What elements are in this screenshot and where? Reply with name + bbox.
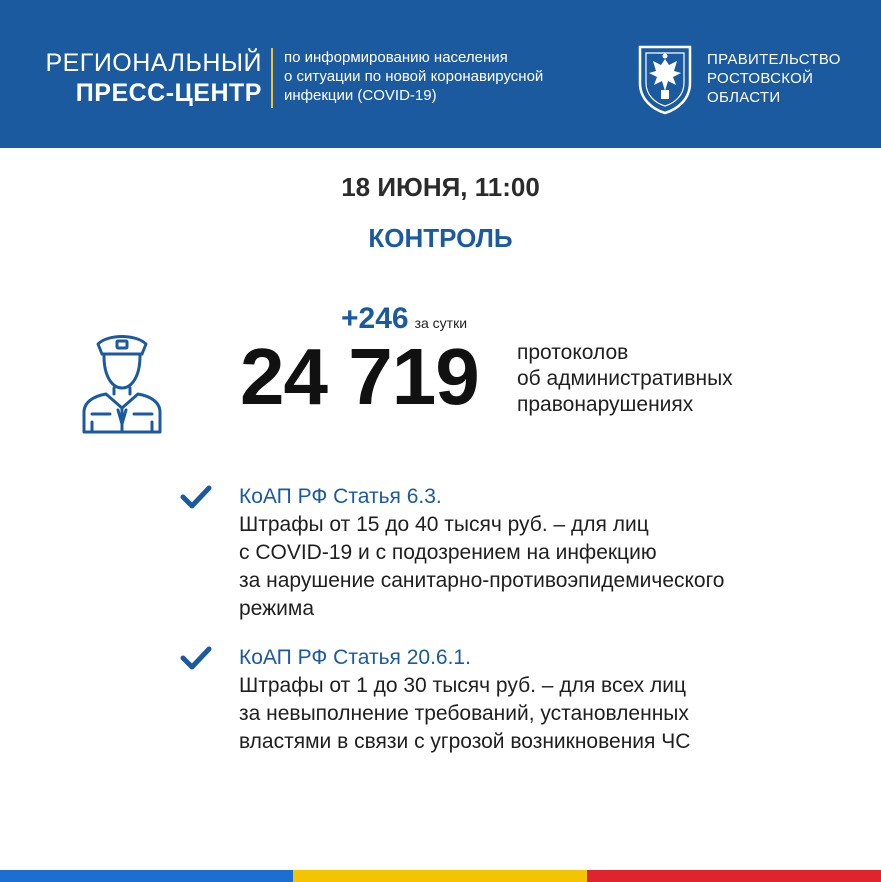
checkmark-icon — [180, 646, 212, 670]
press-center-tagline — [284, 48, 614, 105]
header-banner — [0, 0, 881, 148]
coat-of-arms-icon — [636, 43, 694, 115]
article-line: с COVID-19 и с подозрением на инфекцию — [239, 541, 657, 564]
article-line: властями в связи с угрозой возникновения ЧС — [239, 730, 691, 753]
daily-increase — [341, 302, 467, 336]
brand-divider — [271, 48, 273, 108]
article-line: за невыполнение требований, установленных — [239, 702, 689, 725]
tagline-line: по информированию населения — [284, 49, 508, 66]
article-description — [239, 672, 859, 756]
description-line: протоколов — [517, 341, 629, 364]
article-line: Штрафы от 1 до 30 тысяч руб. – для всех лиц — [239, 674, 687, 697]
tagline-line: о ситуации по новой коронавирусной — [284, 68, 544, 85]
total-protocols-description — [517, 340, 837, 418]
brand-line-1: РЕГИОНАЛЬНЫЙ — [45, 49, 262, 77]
government-name — [707, 50, 867, 107]
total-protocols-value: 24 719 — [240, 332, 479, 421]
police-officer-icon — [80, 330, 164, 434]
daily-increase-value: +246 — [341, 302, 409, 335]
section-title: КОНТРОЛЬ — [368, 223, 513, 253]
article-line: за нарушение санитарно-противоэпидемического — [239, 569, 725, 592]
article-line: Штрафы от 15 до 40 тысяч руб. – для лиц — [239, 513, 649, 536]
article-title: КоАП РФ Статья 6.3. — [239, 485, 442, 508]
checkmark-icon — [180, 485, 212, 509]
article-line: режима — [239, 597, 315, 620]
tagline-line: инфекции (COVID-19) — [284, 87, 437, 104]
brand-line-2: ПРЕСС-ЦЕНТР — [75, 79, 262, 107]
gov-line: ОБЛАСТИ — [707, 89, 781, 106]
description-line: правонарушениях — [517, 393, 694, 416]
article-description — [239, 511, 859, 623]
daily-increase-label: за сутки — [414, 315, 468, 331]
stripe-red — [587, 870, 881, 882]
stripe-blue — [0, 870, 293, 882]
gov-line: РОСТОВСКОЙ — [707, 70, 814, 87]
stripe-yellow — [293, 870, 587, 882]
press-center-logo — [40, 48, 262, 108]
article-title: КоАП РФ Статья 20.6.1. — [239, 646, 471, 669]
gov-line: ПРАВИТЕЛЬСТВО — [707, 51, 841, 68]
report-date: 18 ИЮНЯ, 11:00 — [341, 172, 540, 202]
description-line: об административных — [517, 367, 733, 390]
